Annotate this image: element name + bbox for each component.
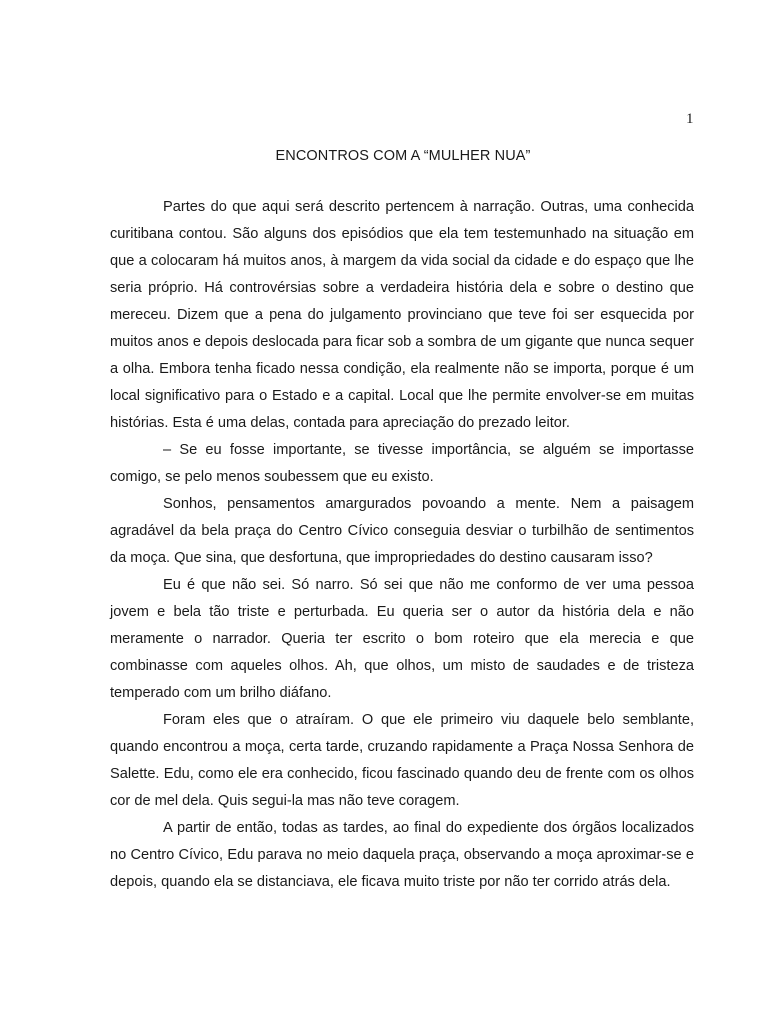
document-title: ENCONTROS COM A “MULHER NUA” xyxy=(275,148,531,164)
paragraph: Eu é que não sei. Só narro. Só sei que não me conformo de ver uma pessoa jovem e bela tão triste e perturbada. Eu queria ser o autor da história dela e não meramente o narrador. Queria ter escrito o bom roteiro que ela merecia e que combinasse com aqueles olhos. Ah, que olhos, um misto de saudades e de tristeza temperado com um brilho diáfano. xyxy=(110,577,694,701)
paragraph: A partir de então, todas as tardes, ao final do expediente dos órgãos localizados no Centro Cívico, Edu parava no meio daquela praça, observando a moça aproximar-se e depois, quando ela se distanciava, ele ficava muito triste por não ter corrido atrás dela. xyxy=(110,820,694,890)
paragraph: Sonhos, pensamentos amargurados povoando a mente. Nem a paisagem agradável da bela praça do Centro Cívico conseguia desviar o turbilhão de sentimentos da moça. Que sina, que desfortuna, que impropriedades do destino causaram isso? xyxy=(110,496,694,566)
paragraph: Foram eles que o atraíram. O que ele primeiro viu daquele belo semblante, quando encontrou a moça, certa tarde, cruzando rapidamente a Praça Nossa Senhora de Salette. Edu, como ele era conhecido, ficou fascinado quando deu de frente com os olhos cor de mel dela. Quis segui-la mas não teve coragem. xyxy=(110,712,694,809)
page-number: 1 xyxy=(686,111,694,127)
paragraph: – Se eu fosse importante, se tivesse importância, se alguém se importasse comigo, se pelo menos soubessem que eu existo. xyxy=(110,442,694,485)
document-body xyxy=(110,194,694,896)
paragraph: Partes do que aqui será descrito pertencem à narração. Outras, uma conhecida curitibana contou. São alguns dos episódios que ela tem testemunhado na situação em que a colocaram há muitos anos, à margem da vida social da cidade e do espaço que lhe seria próprio. Há controvérsias sobre a verdadeira história dela e sobre o destino que mereceu. Dizem que a pena do julgamento provinciano que teve foi ser esquecida por muitos anos e depois deslocada para ficar sob a sombra de um gigante que nunca sequer a olha. Embora tenha ficado nessa condição, ela realmente não se importa, porque é um local significativo para o Estado e a capital. Local que lhe permite envolver-se em muitas histórias. Esta é uma delas, contada para apreciação do prezado leitor. xyxy=(110,199,694,431)
